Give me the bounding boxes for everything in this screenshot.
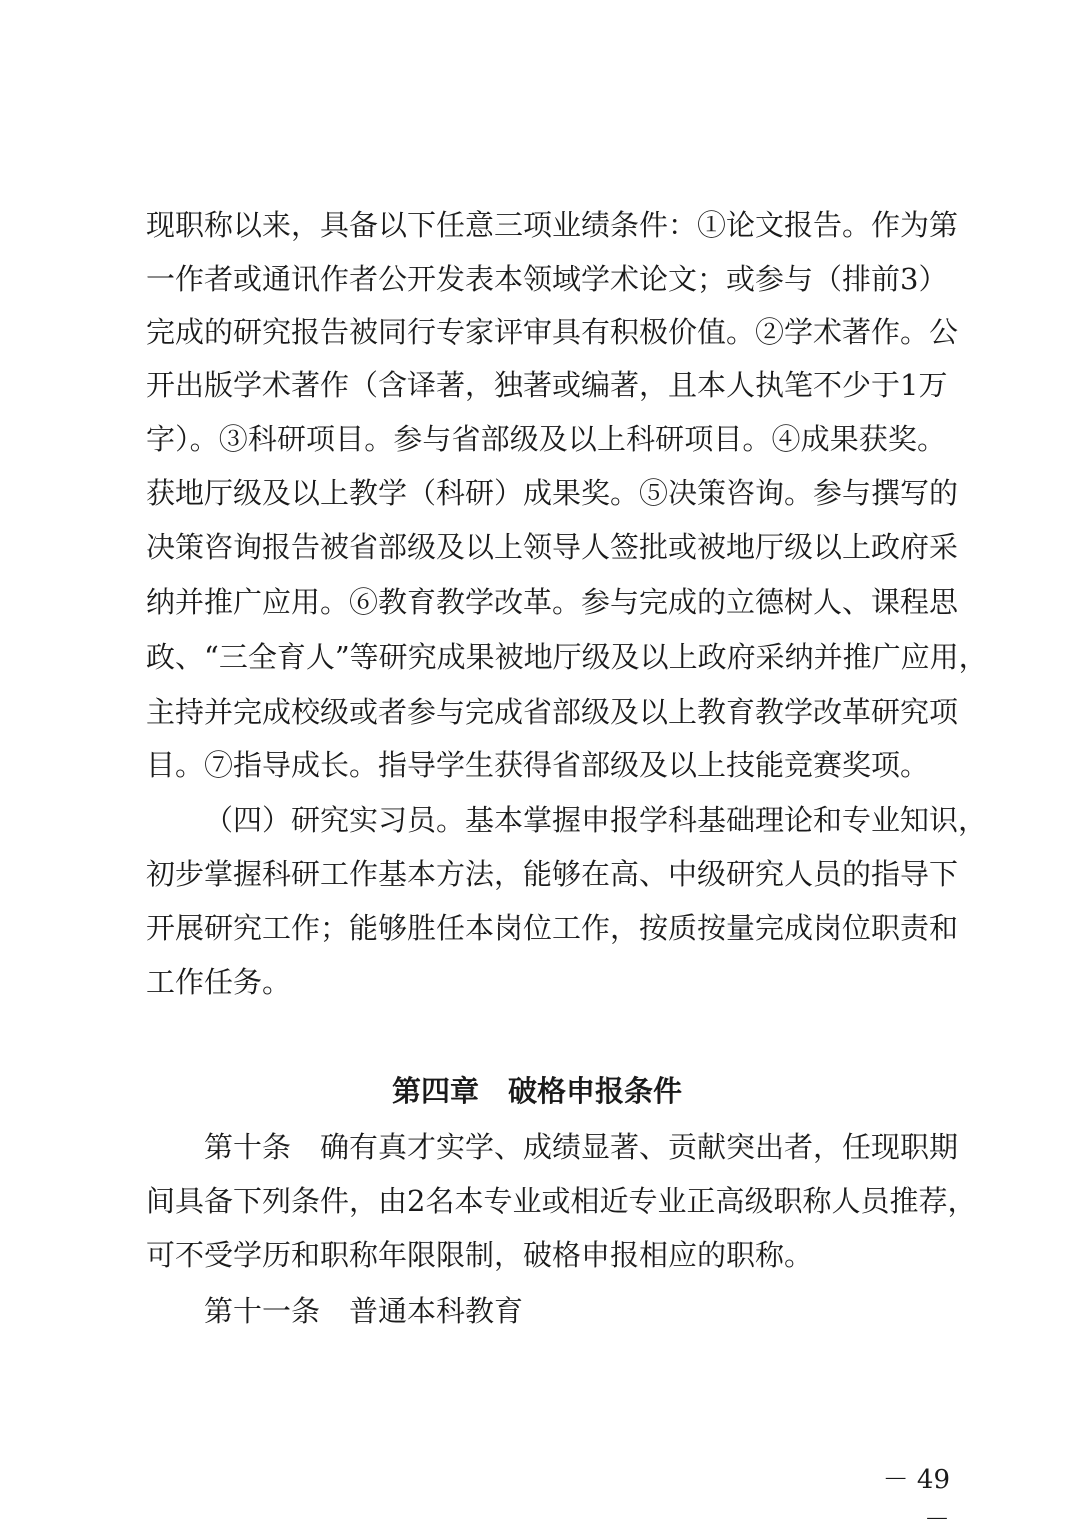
article-ten-line: 第十条 确有真才实学、成绩显著、贡献突出者，任现职期 (204, 1130, 959, 1164)
body-line: 现职称以来，具备以下任意三项业绩条件：①论文报告。作为第 (146, 208, 959, 242)
body-line: 开出版学术著作（含译著，独著或编著，且本人执笔不少于1万 (146, 368, 948, 402)
chapter-heading: 第四章 破格申报条件 (391, 1074, 682, 1108)
body-line: 一作者或通讯作者公开发表本领域学术论文；或参与（排前3） (146, 262, 948, 296)
body-line: 完成的研究报告被同行专家评审具有积极价值。②学术著作。公 (146, 315, 959, 349)
body-line: 初步掌握科研工作基本方法，能够在高、中级研究人员的指导下 (146, 857, 959, 891)
body-line: 主持并完成校级或者参与完成省部级及以上教育教学改革研究项 (146, 695, 959, 729)
body-line: 工作任务。 (146, 965, 292, 999)
page-number: － 49 － (882, 1465, 950, 1535)
body-line: 获地厅级及以上教学（科研）成果奖。⑤决策咨询。参与撰写的 (146, 476, 959, 510)
body-line: 政、“三全育人”等研究成果被地厅级及以上政府采纳并推广应用， (146, 640, 988, 674)
article-ten-line: 可不受学历和职称年限限制，破格申报相应的职称。 (146, 1238, 814, 1272)
article-eleven-line: 第十一条 普通本科教育 (204, 1294, 524, 1328)
body-line: 字）。③科研项目。参与省部级及以上科研项目。④成果获奖。 (146, 422, 946, 456)
body-line: 目。⑦指导成长。指导学生获得省部级及以上技能竞赛奖项。 (146, 748, 930, 782)
body-line: 开展研究工作；能够胜任本岗位工作，按质按量完成岗位职责和 (146, 911, 959, 945)
article-ten-line: 间具备下列条件，由2名本专业或相近专业正高级职称人员推荐， (146, 1184, 977, 1218)
section-four-line: （四）研究实习员。基本掌握申报学科基础理论和专业知识， (204, 803, 988, 837)
body-line: 纳并推广应用。⑥教育教学改革。参与完成的立德树人、课程思 (146, 585, 959, 619)
body-line: 决策咨询报告被省部级及以上领导人签批或被地厅级以上政府采 (146, 530, 959, 564)
